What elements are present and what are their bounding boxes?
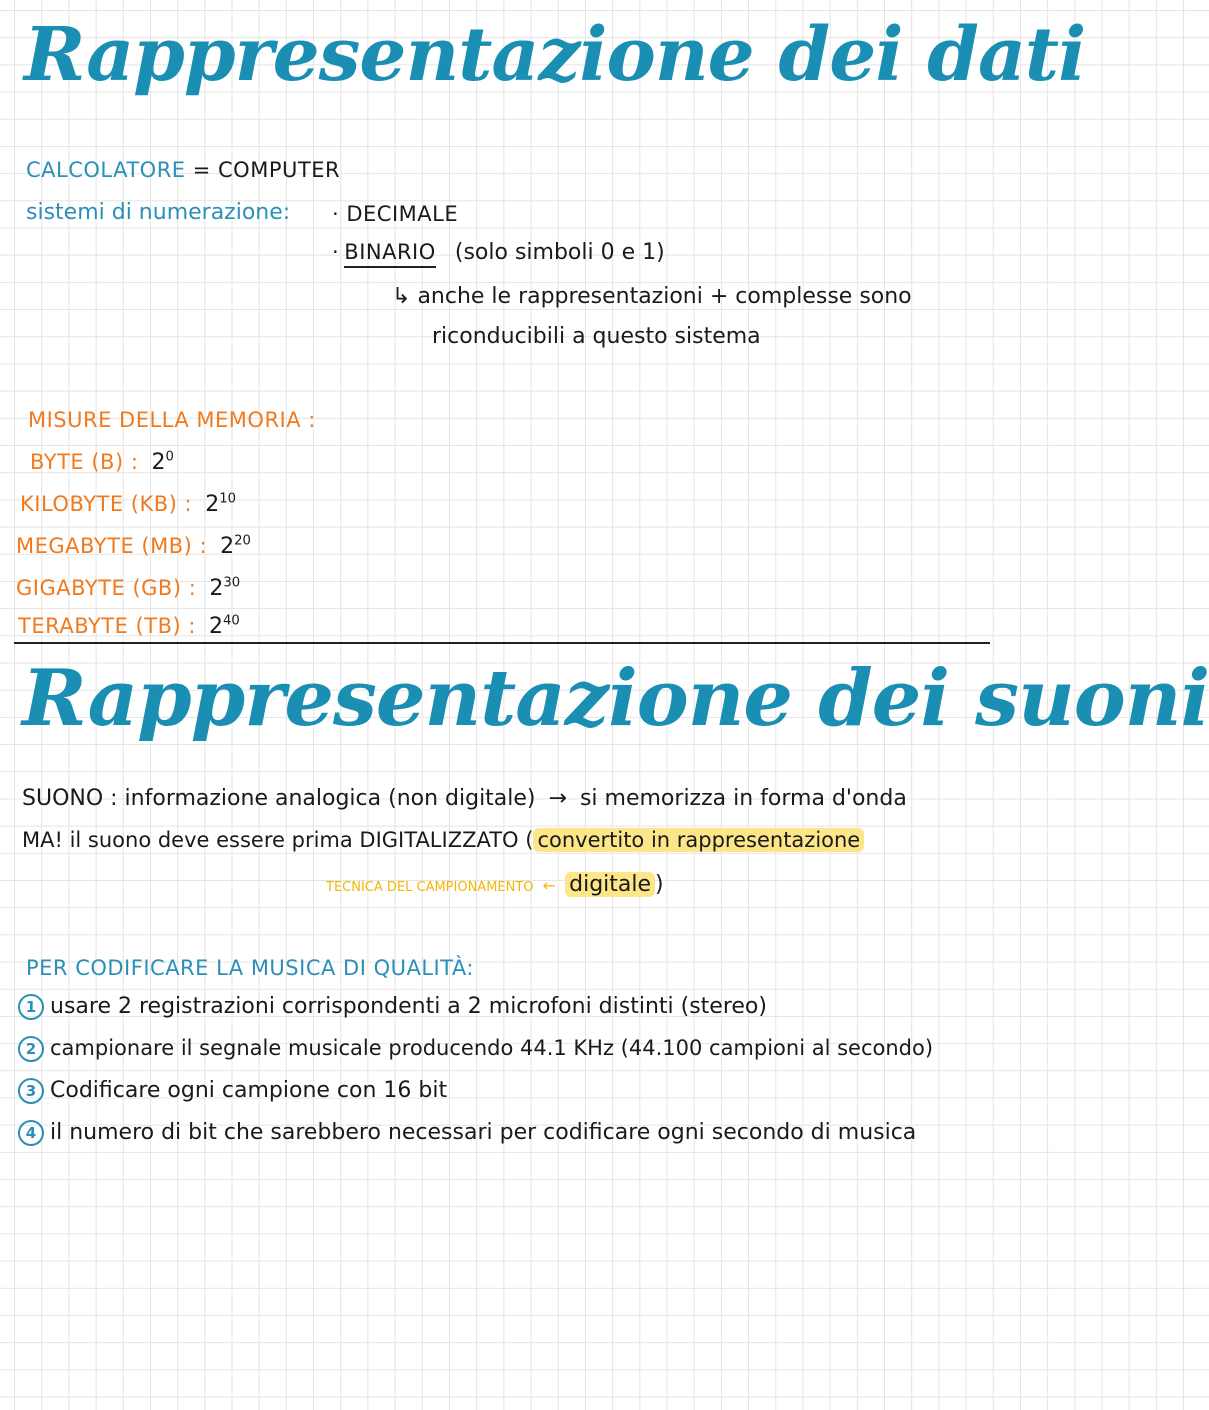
- binario-item: [332, 240, 665, 265]
- binario-word: BINARIO: [344, 240, 436, 268]
- music-step-text: campionare il segnale musicale producendo 44.1 KHz (44.100 campioni al secondo): [50, 1036, 934, 1060]
- suono-line-1: [22, 786, 907, 811]
- memory-row-gb: [16, 576, 240, 601]
- memory-power: $2^{30}$: [209, 575, 241, 601]
- memory-row-byte: [30, 450, 174, 475]
- suono-digitalizzato: MA! il suono deve essere prima DIGITALIZZATO (: [22, 828, 534, 852]
- calcolatore-label: CALCOLATORE: [26, 158, 186, 182]
- page-title: Rappresentazione dei dati: [24, 12, 1086, 98]
- memory-power: $2^{40}$: [209, 613, 240, 639]
- memory-power: $2^0$: [151, 449, 174, 475]
- section-divider: [14, 642, 990, 644]
- memory-row-tb: [18, 614, 240, 639]
- close-paren: ): [655, 872, 664, 897]
- music-heading: PER CODIFICARE LA MUSICA DI QUALITÀ:: [26, 956, 474, 980]
- binario-bullet: ·: [332, 240, 340, 264]
- memory-unit: KILOBYTE (KB) :: [20, 492, 193, 516]
- memory-power: $2^{20}$: [220, 533, 251, 559]
- arrow-left-icon: ←: [542, 876, 557, 895]
- music-step-3: [18, 1078, 447, 1104]
- calcolatore-eq: = COMPUTER: [192, 158, 341, 182]
- music-step-1: [18, 994, 767, 1020]
- memory-unit: TERABYTE (TB) :: [18, 614, 196, 638]
- section-title-suoni: Rappresentazione dei suoni: [22, 653, 1209, 744]
- memory-unit: MEGABYTE (MB) :: [16, 534, 208, 558]
- number-1-icon: 1: [18, 994, 44, 1020]
- suono-definition: SUONO : informazione analogica (non digitale): [22, 786, 536, 811]
- memory-unit: BYTE (B) :: [30, 450, 139, 474]
- suono-line-3: [326, 872, 664, 897]
- binario-subnote-1: [392, 284, 912, 309]
- suono-storage: si memorizza in forma d'onda: [579, 786, 907, 811]
- number-2-icon: 2: [18, 1036, 44, 1062]
- memory-row-mb: [16, 534, 251, 559]
- music-step-4: [18, 1120, 916, 1146]
- arrow-right-icon: →: [548, 786, 567, 811]
- tecnica-label: TECNICA DEL CAMPIONAMENTO: [326, 880, 534, 895]
- calcolatore-line: [26, 158, 340, 182]
- highlight-digitale: digitale: [565, 872, 655, 897]
- subnote-text-1: anche le rappresentazioni + complesse sono: [417, 284, 912, 309]
- number-4-icon: 4: [18, 1120, 44, 1146]
- music-step-text: usare 2 registrazioni corrispondenti a 2 microfoni distinti (stereo): [50, 994, 767, 1019]
- numerazione-label: sistemi di numerazione:: [26, 200, 291, 225]
- music-step-text: Codificare ogni campione con 16 bit: [50, 1078, 448, 1103]
- subnote-arrow: ↳: [392, 284, 411, 309]
- binario-subnote-2: riconducibili a questo sistema: [432, 324, 761, 349]
- music-step-2: [18, 1036, 933, 1062]
- memory-unit: GIGABYTE (GB) :: [16, 576, 197, 600]
- memory-heading: MISURE DELLA MEMORIA :: [28, 408, 316, 432]
- number-3-icon: 3: [18, 1078, 44, 1104]
- memory-row-kb: [20, 492, 236, 517]
- highlight-convertito: convertito in rappresentazione: [533, 828, 864, 852]
- suono-line-2: [22, 828, 864, 852]
- decimale-item: · DECIMALE: [332, 202, 459, 226]
- memory-power: $2^{10}$: [205, 491, 236, 517]
- binario-note: (solo simboli 0 e 1): [454, 240, 665, 265]
- music-step-text: il numero di bit che sarebbero necessari per codificare ogni secondo di musica: [50, 1120, 917, 1145]
